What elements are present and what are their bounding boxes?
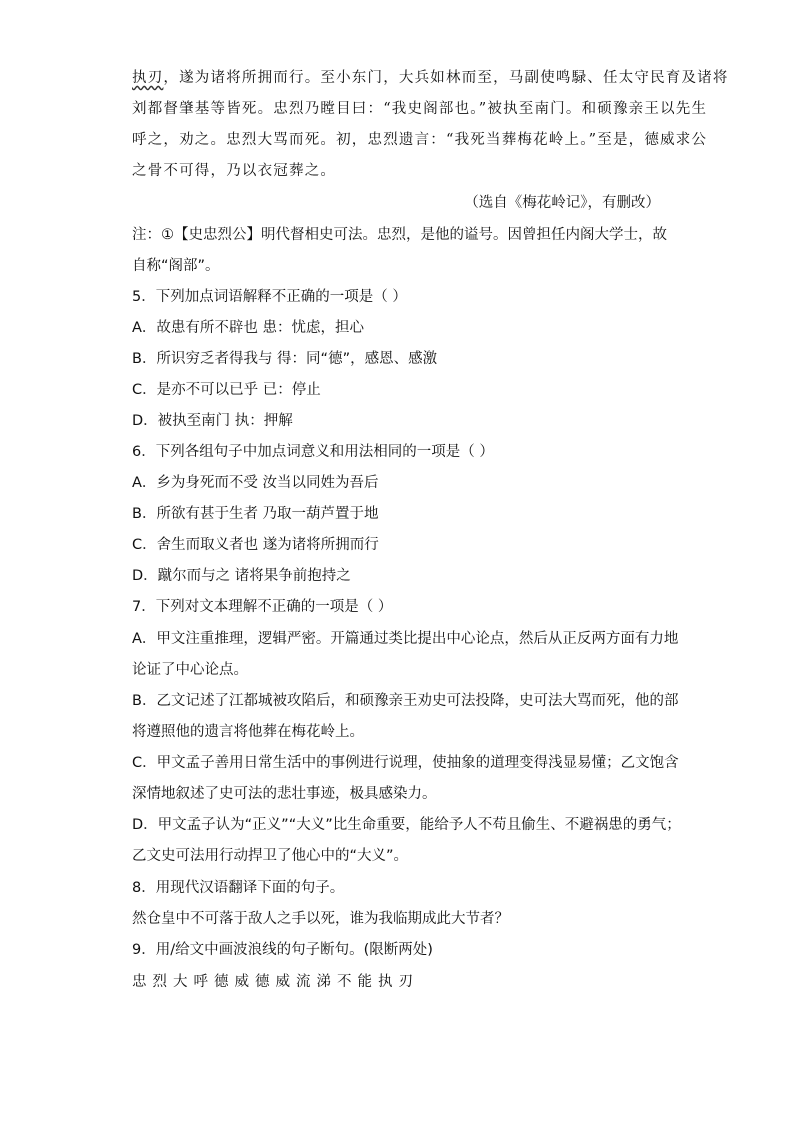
q9-stem: 9．用/给文中画波浪线的句子断句。(限断两处) — [132, 942, 433, 958]
q5-option-a: A．故患有所不辟也 患：忧虑，担心 — [132, 320, 365, 336]
q7-option-b: B．乙文记述了江都城被攻陷后，和硕豫亲王劝史可法投降，史可法大骂而死，他的部 — [132, 693, 679, 709]
q7-option-c: C．甲文孟子善用日常生活中的事例进行说理，使抽象的道理变得浅显易懂；乙文饱含 — [132, 755, 679, 771]
passage-line-3: 呼之，劝之。忠烈大骂而死。初，忠烈遗言：“我死当葬梅花岭上。”至是，德威求公 — [132, 132, 708, 148]
q5-stem: 5．下列加点词语解释不正确的一项是（ ） — [132, 289, 407, 305]
q7-option-a: A．甲文注重推理，逻辑严密。开篇通过类比提出中心论点，然后从正反两方面有力地 — [132, 631, 679, 647]
q6-stem: 6．下列各组句子中加点词意义和用法相同的一项是（ ） — [132, 444, 494, 460]
q5-option-b: B．所识穷乏者得我与 得：同“德”，感恩、感激 — [132, 351, 438, 367]
passage-line-2: 刘都督肇基等皆死。忠烈乃瞠目曰：“我史阁部也。”被执至南门。和硕豫亲王以先生 — [132, 101, 708, 117]
q8-sentence: 然仓皇中不可落于敌人之手以死，谁为我临期成此大节者？ — [132, 911, 509, 927]
wavy-underlined-text: 执刃 — [132, 70, 164, 86]
q7-stem: 7．下列对文本理解不正确的一项是（ ） — [132, 599, 393, 615]
note-line-1: 注：①【史忠烈公】明代督相史可法。忠烈，是他的谥号。因曾担任内阁大学士，故 — [132, 227, 667, 243]
q7-option-b-cont: 将遵照他的遗言将他葬在梅花岭上。 — [132, 724, 364, 740]
q7-option-c-cont: 深情地叙述了史可法的悲壮事迹，极具感染力。 — [132, 786, 437, 802]
q8-stem: 8．用现代汉语翻译下面的句子。 — [132, 880, 345, 896]
q6-option-d: D．蹴尔而与之 诸将果争前抱持之 — [132, 568, 351, 584]
passage-line-1-rest: ，遂为诸将所拥而行。至小东门，大兵如林而至，马副使鸣騄、任太守民育及诸将 — [163, 70, 729, 86]
q7-option-d: D．甲文孟子认为“正义”“大义”比生命重要，能给予人不苟且偷生、不避祸患的勇气； — [132, 817, 681, 833]
q7-option-d-cont: 乙文史可法用行动捍卫了他心中的“大义”。 — [132, 848, 409, 864]
q6-option-c: C．舍生而取义者也 遂为诸将所拥而行 — [132, 537, 379, 553]
note-line-2: 自称“阁部”。 — [132, 258, 220, 274]
q5-option-d: D．被执至南门 执：押解 — [132, 413, 293, 429]
q6-option-a: A．乡为身死而不受 汝当以同姓为吾后 — [132, 475, 379, 491]
passage-line-1 — [132, 66, 729, 87]
passage-source: （选自《梅花岭记》，有删改） — [464, 195, 660, 211]
q7-option-a-cont: 论证了中心论点。 — [132, 662, 248, 678]
q9-sentence: 忠烈大呼德威德威流涕不能执刃 — [132, 974, 419, 990]
q6-option-b: B．所欲有甚于生者 乃取一葫芦置于地 — [132, 506, 379, 522]
q5-option-c: C．是亦不可以已乎 已：停止 — [132, 382, 321, 398]
passage-line-4: 之骨不可得，乃以衣冠葬之。 — [132, 163, 337, 179]
